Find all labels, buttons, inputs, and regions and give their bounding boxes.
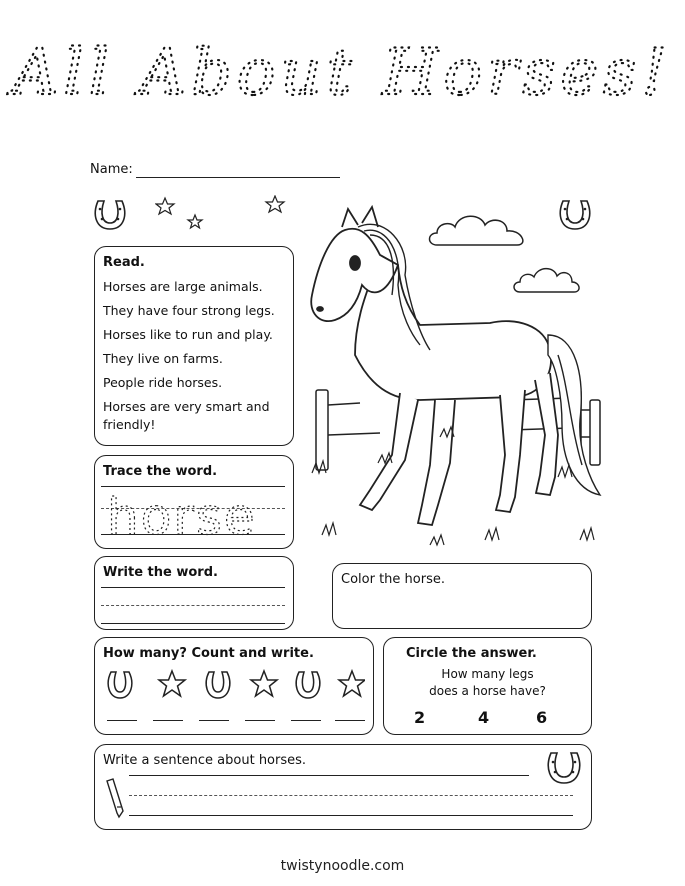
count-answer-field[interactable] xyxy=(107,720,137,721)
write-mid-line xyxy=(101,605,285,606)
footer-site-name: twistynoodle.com xyxy=(280,858,405,874)
color-box xyxy=(332,563,592,629)
write-top-line xyxy=(101,587,285,588)
name-field[interactable] xyxy=(136,177,340,178)
question-line: does a horse have? xyxy=(429,684,546,698)
read-box xyxy=(94,246,294,446)
read-line: People ride horses. xyxy=(103,375,223,390)
horse-illustration xyxy=(300,205,610,555)
trace-word-graphic xyxy=(101,482,287,540)
star-icon xyxy=(266,196,284,212)
trace-heading: Trace the word. xyxy=(103,464,218,479)
count-answer-field[interactable] xyxy=(291,720,321,721)
page-title: All About Horses! xyxy=(12,36,672,110)
count-icons xyxy=(105,666,365,706)
answer-option[interactable]: 2 xyxy=(414,708,426,727)
count-box xyxy=(94,637,374,735)
color-heading: Color the horse. xyxy=(341,572,445,587)
read-line: Horses are large animals. xyxy=(103,279,263,294)
pencil-icon xyxy=(103,777,125,819)
sentence-top-line xyxy=(129,775,529,776)
write-word-box xyxy=(94,556,294,630)
name-label: Name: xyxy=(90,162,133,177)
read-line: Horses like to run and play. xyxy=(103,327,273,342)
read-line: They have four strong legs. xyxy=(103,303,275,318)
answer-option[interactable]: 6 xyxy=(536,708,548,727)
trace-box xyxy=(94,455,294,549)
horseshoe-icon xyxy=(90,195,130,235)
count-answer-field[interactable] xyxy=(153,720,183,721)
read-line: Horses are very smart and xyxy=(103,399,270,414)
horseshoe-icon xyxy=(543,747,585,789)
sentence-box xyxy=(94,744,592,830)
write-word-heading: Write the word. xyxy=(103,565,218,580)
circle-heading: Circle the answer. xyxy=(406,646,537,661)
write-word-field[interactable] xyxy=(101,623,285,624)
read-line: They live on farms. xyxy=(103,351,223,366)
stars-decoration xyxy=(155,195,295,235)
sentence-field[interactable] xyxy=(129,815,573,816)
count-answer-field[interactable] xyxy=(199,720,229,721)
page-title-graphic xyxy=(0,22,685,112)
circle-box xyxy=(383,637,592,735)
read-text xyxy=(103,275,275,437)
read-heading: Read. xyxy=(103,255,145,270)
horse-body xyxy=(311,207,558,525)
star-icon xyxy=(251,671,277,696)
horseshoe-icon xyxy=(108,672,132,698)
horseshoe-icon xyxy=(296,672,320,698)
star-icon xyxy=(339,671,365,696)
trace-word: horse xyxy=(107,488,257,540)
read-line: friendly! xyxy=(103,417,156,432)
star-icon xyxy=(188,215,202,228)
sentence-heading: Write a sentence about horses. xyxy=(103,753,307,768)
answer-option[interactable]: 4 xyxy=(478,708,490,727)
count-answer-field[interactable] xyxy=(245,720,275,721)
sentence-mid-line xyxy=(129,795,573,796)
star-icon xyxy=(159,671,185,696)
star-icon xyxy=(156,198,174,214)
count-answer-field[interactable] xyxy=(335,720,365,721)
question-line: How many legs xyxy=(441,667,534,681)
circle-question xyxy=(384,666,591,700)
horseshoe-icon xyxy=(206,672,230,698)
count-heading: How many? Count and write. xyxy=(103,646,314,661)
